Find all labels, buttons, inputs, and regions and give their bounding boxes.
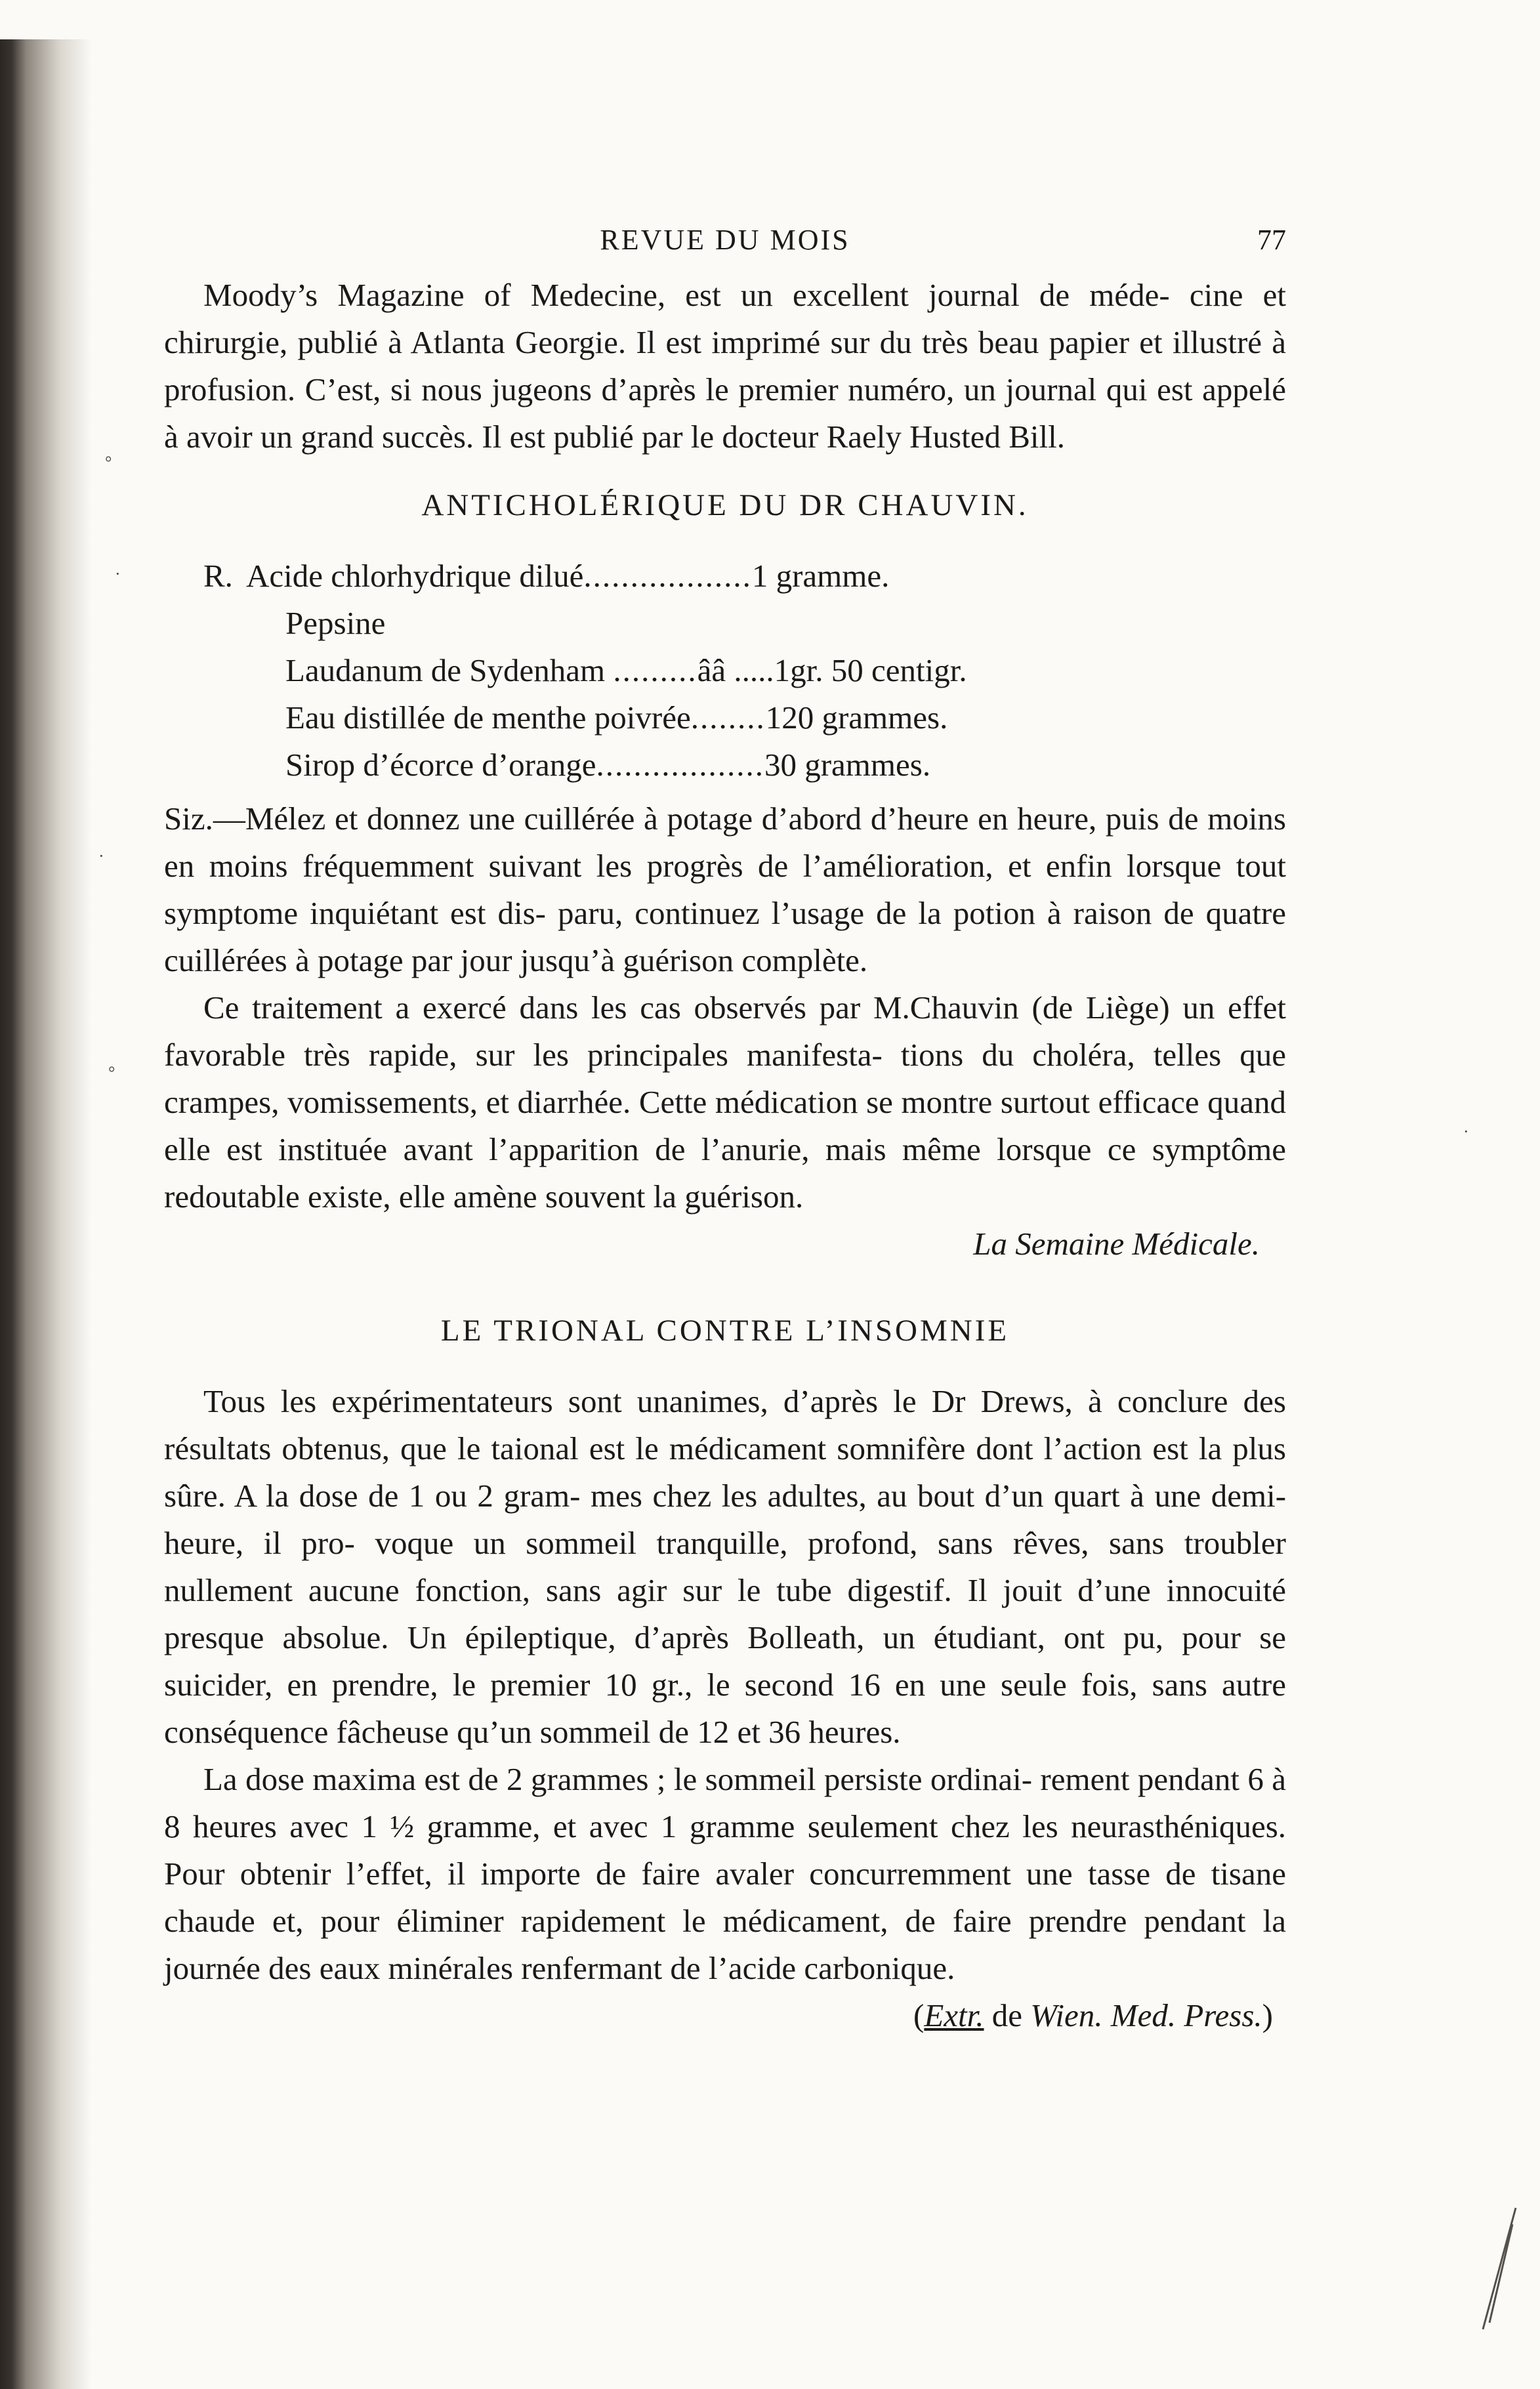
scan-speck: · bbox=[1463, 1122, 1469, 1141]
text-line: rement pendant 6 à 8 heures avec 1 ½ gramme, et avec 1 gramme bbox=[164, 1761, 1287, 1844]
ingredient-name: Laudanum de Sydenham bbox=[285, 652, 606, 688]
intro-paragraph bbox=[164, 272, 1286, 461]
scan-speck: · bbox=[98, 846, 104, 865]
text-line: heure, puis de moins en moins fréquemment suivant les progrès de bbox=[164, 800, 1286, 884]
scan-speck: · bbox=[115, 564, 121, 583]
text-line: Ce traitement a exercé dans les cas observés par M.Chauvin (de bbox=[203, 989, 1073, 1026]
text-line: Cette médication se montre surtout efficace quand elle est instituée bbox=[164, 1084, 1287, 1167]
body-paragraph bbox=[164, 984, 1286, 1220]
text-line: seulement chez les neurasthéniques. Pour obtenir l’effet, il importe bbox=[164, 1808, 1287, 1892]
text-line: Siz.—Mélez et donnez une cuillérée à potage d’abord d’heure en bbox=[164, 800, 1009, 837]
text-line: Tous les expérimentateurs sont unanimes, d’après le Dr Drews, bbox=[203, 1383, 1073, 1419]
text-line: d’une innocuité presque absolue. Un épileptique, d’après Bolleath, bbox=[164, 1572, 1286, 1655]
leader-dots: ........ bbox=[690, 699, 766, 736]
prescription-lead: R. bbox=[203, 558, 233, 594]
scanned-page-left-edge bbox=[0, 39, 92, 2389]
citation-de: de bbox=[984, 1997, 1031, 2033]
ingredient-name: Acide chlorhydrique dilué bbox=[246, 558, 584, 594]
body-paragraph bbox=[164, 1378, 1286, 1756]
pencil-mark bbox=[1476, 2205, 1522, 2336]
ingredient-quantity: 120 grammes. bbox=[765, 699, 948, 736]
source-citation: La Semaine Médicale. bbox=[973, 1226, 1260, 1262]
citation-journal: Wien. Med. Press. bbox=[1030, 1997, 1262, 2033]
page-number: 77 bbox=[1257, 224, 1286, 256]
leader-dots: .................. bbox=[596, 747, 764, 783]
text-line: gr., le second 16 en une seule fois, sans autre conséquence fâcheuse bbox=[164, 1667, 1286, 1750]
text-line: journée des eaux minérales renfermant de l’acide carbonique. bbox=[164, 1950, 955, 1986]
source-citation bbox=[164, 1992, 1286, 2039]
text-line: d’après le premier numéro, un journal qui est appelé à avoir un bbox=[164, 371, 1287, 455]
text-line: Liège) un effet favorable très rapide, sur les principales manifesta- bbox=[164, 989, 1287, 1073]
text-line: qu’un sommeil de 12 et 36 heures. bbox=[457, 1714, 901, 1750]
ingredient-name: Sirop d’écorce d’orange bbox=[285, 747, 596, 783]
text-line: La dose maxima est de 2 grammes ; le sommeil persiste ordinai- bbox=[203, 1761, 1033, 1797]
prescription-line bbox=[164, 600, 1286, 647]
leader-dots: ......... bbox=[613, 652, 697, 688]
page-content bbox=[164, 217, 1286, 2039]
section-heading-trional: LE TRIONAL CONTRE L’INSOMNIE bbox=[440, 1314, 1010, 1348]
text-line: voque un sommeil tranquille, profond, sans rêves, sans troubler bbox=[375, 1525, 1286, 1561]
text-line: éliminer rapidement le médicament, de faire prendre pendant la bbox=[396, 1903, 1286, 1939]
ingredient-quantity: 1 gramme. bbox=[751, 558, 890, 594]
prescription-line bbox=[164, 694, 1286, 741]
text-line: avant l’apparition de l’anurie, mais même lorsque ce symptôme bbox=[403, 1131, 1287, 1167]
text-line: paru, continuez l’usage de la potion à raison de quatre cuillérées à bbox=[164, 895, 1287, 978]
running-head bbox=[164, 217, 1286, 272]
ingredient-name: Pepsine bbox=[285, 605, 386, 641]
citation-paren: ( bbox=[913, 1997, 925, 2033]
text-line: Moody’s Magazine of Medecine, est un excellent journal de méde- bbox=[203, 277, 1170, 313]
citation-paren: ) bbox=[1262, 1997, 1273, 2033]
ingredient-name: Eau distillée de menthe poivrée bbox=[285, 699, 691, 736]
ingredient-quantity: ââ .....1gr. 50 centigr. bbox=[697, 652, 967, 688]
section-heading-anticholerique: ANTICHOLÉRIQUE DU DR CHAUVIN. bbox=[421, 488, 1029, 522]
text-line: redoutable existe, elle amène souvent la guérison. bbox=[164, 1178, 804, 1215]
leader-dots: .................. bbox=[583, 558, 752, 594]
text-line: potage par jour jusqu’à guérison complète. bbox=[317, 942, 868, 978]
text-line: mes chez les adultes, au bout d’un quart à une demi-heure, il pro- bbox=[164, 1478, 1287, 1561]
body-paragraph bbox=[164, 795, 1286, 984]
text-line: de faire avaler concurremment une tasse de tisane chaude et, pour bbox=[164, 1856, 1287, 1939]
text-line: grand succès. Il est publié par le docteur Raely Husted Bill. bbox=[301, 419, 1065, 455]
text-line: somnifère dont l’action est la plus sûre. A la dose de 1 ou 2 gram- bbox=[164, 1430, 1286, 1514]
text-line: un étudiant, ont pu, pour se suicider, en prendre, le premier 10 bbox=[164, 1619, 1287, 1703]
scan-speck: ° bbox=[108, 1063, 115, 1082]
prescription-line bbox=[164, 741, 1286, 789]
prescription-line bbox=[164, 647, 1286, 694]
body-paragraph bbox=[164, 1756, 1286, 1992]
citation-extr: Extr. bbox=[924, 1997, 984, 2033]
text-line: nullement aucune fonction, sans agir sur le tube digestif. Il jouit bbox=[164, 1572, 1062, 1608]
prescription bbox=[164, 552, 1286, 789]
text-line: l’amélioration, et enfin lorsque tout symptome inquiétant est dis- bbox=[164, 848, 1287, 931]
scan-speck: ° bbox=[105, 453, 112, 472]
running-head-title: REVUE DU MOIS bbox=[600, 224, 850, 256]
text-line: très beau papier et illustré à profusion. C’est, si nous jugeons bbox=[164, 324, 1286, 407]
text-line: tions du choléra, telles que crampes, vomissements, et diarrhée. bbox=[164, 1037, 1286, 1120]
prescription-line bbox=[164, 552, 1286, 600]
ingredient-quantity: 30 grammes. bbox=[764, 747, 931, 783]
text-line: cine et chirurgie, publié à Atlanta Georgie. Il est imprimé sur du bbox=[164, 277, 1286, 360]
text-line: à conclure des résultats obtenus, que le taional est le médicament bbox=[164, 1383, 1287, 1466]
